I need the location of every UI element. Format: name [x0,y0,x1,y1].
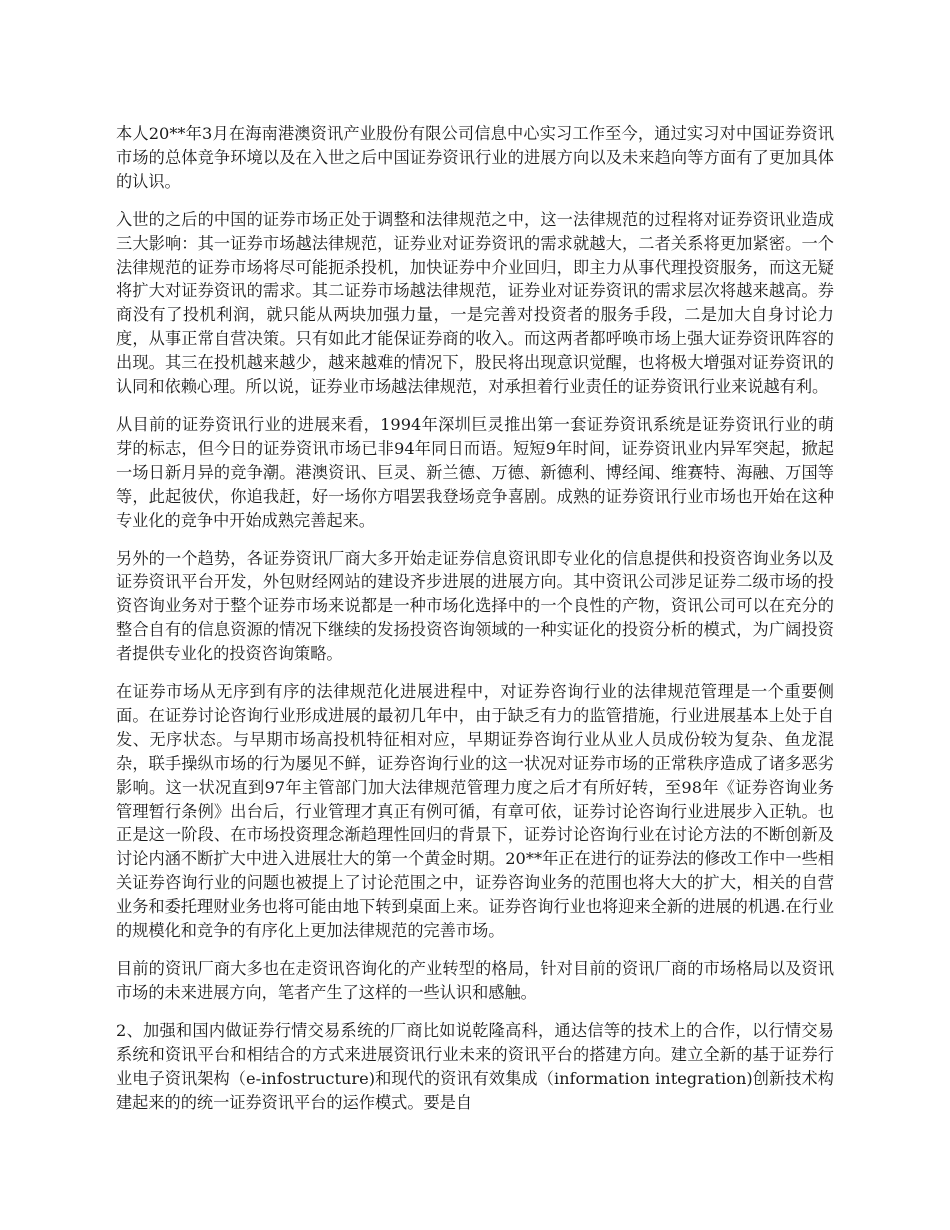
paragraph-specialization-trend: 另外的一个趋势，各证券资讯厂商大多开始走证券信息资讯即专业化的信息提供和投资咨询业务以及证券资讯平台开发，外包财经网站的建设齐步进展的进展方向。其中资讯公司涉足证券二级市场的投资咨询业务对于整个证券市场来说都是一种市场化选择中的一个良性的产物，资讯公司可以在充分的整合自有的信息资源的情况下继续的发扬投资咨询领域的一种实证化的投资分析的模式，为广阔投资者提供专业化的投资咨询策略。 [116,548,834,664]
paragraph-cooperation: 2、加强和国内做证券行情交易系统的厂商比如说乾隆高科，通达信等的技术上的合作，以行情交易系统和资讯平台和相结合的方式来进展资讯行业未来的资讯平台的搭建方向。建立全新的基于证券行业电子资讯架构（e-infostructure)和现代的资讯有效集成（information integration)创新技术构建起来的的统一证券资讯平台的运作模式。要是自 [116,1020,834,1112]
paragraph-regulation: 在证券市场从无序到有序的法律规范化进展进程中，对证券咨询行业的法律规范管理是一个重要侧面。在证券讨论咨询行业形成进展的最初几年中，由于缺乏有力的监管措施，行业进展基本上处于自发、无序状态。与早期市场高投机特征相对应，早期证券咨询行业从业人员成份较为复杂、鱼龙混杂，联手操纵市场的行为屡见不鲜，证券咨询行业的这一状况对证券市场的正常秩序造成了诸多恶劣影响。这一状况直到97年主管部门加大法律规范管理力度之后才有所好转，至98年《证券咨询业务管理暂行条例》出台后，行业管理才真正有例可循，有章可依，证券讨论咨询行业进展步入正轨。也正是这一阶段、在市场投资理念渐趋理性回归的背景下，证券讨论咨询行业在讨论方法的不断创新及讨论内涵不断扩大中进入进展壮大的第一个黄金时期。20**年正在进行的证券法的修改工作中一些相关证券咨询行业的问题也被提上了讨论范围之中，证券咨询业务的范围也将大大的扩大，相关的自营业务和委托理财业务也将可能由地下转到桌面上来。证券咨询行业也将迎来全新的进展的机遇.在行业的规模化和竞争的有序化上更加法律规范的完善市场。 [116,682,834,941]
paragraph-industry-development: 从目前的证券资讯行业的进展来看，1994年深圳巨灵推出第一套证券资讯系统是证券资讯行业的萌芽的标志，但今日的证券资讯市场已非94年同日而语。短短9年时间，证券资讯业内异军突起，掀起一场日新月异的竞争潮。港澳资讯、巨灵、新兰德、万德、新德利、博经闻、维赛特、海融、万国等等，此起彼伏，你追我赶，好一场你方唱罢我登场竞争喜剧。成熟的证券资讯行业市场也开始在这种专业化的竞争中开始成熟完善起来。 [116,414,834,530]
paragraph-internship-intro: 本人20**年3月在海南港澳资讯产业股份有限公司信息中心实习工作至今，通过实习对中国证券资讯市场的总体竞争环境以及在入世之后中国证券资讯行业的进展方向以及未来趋向等方面有了更加具体的认识。 [116,124,834,191]
paragraph-wto-impact: 入世的之后的中国的证券市场正处于调整和法律规范之中，这一法律规范的过程将对证券资讯业造成三大影响：其一证券市场越法律规范，证券业对证券资讯的需求就越大，二者关系将更加紧密。一个法律规范的证券市场将尽可能扼杀投机，加快证券中介业回归，即主力从事代理投资服务，而这无疑将扩大对证券资讯的需求。其二证券市场越法律规范，证券业对证券资讯的需求层次将越来越高。券商没有了投机利润，就只能从两块加强力量，一是完善对投资者的服务手段，二是加大自身讨论力度，从事正常自营决策。只有如此才能保证券商的收入。而这两者都呼唤市场上强大证券资讯阵容的出现。其三在投机越来越少，越来越难的情况下，股民将出现意识觉醒，也将极大增强对证券资讯的认同和依赖心理。所以说，证券业市场越法律规范，对承担着行业责任的证券资讯行业来说越有利。 [116,209,834,397]
paragraph-transformation: 目前的资讯厂商大多也在走资讯咨询化的产业转型的格局，针对目前的资讯厂商的市场格局以及资讯市场的未来进展方向，笔者产生了这样的一些认识和感触。 [116,959,834,1002]
document-body [116,122,834,1128]
